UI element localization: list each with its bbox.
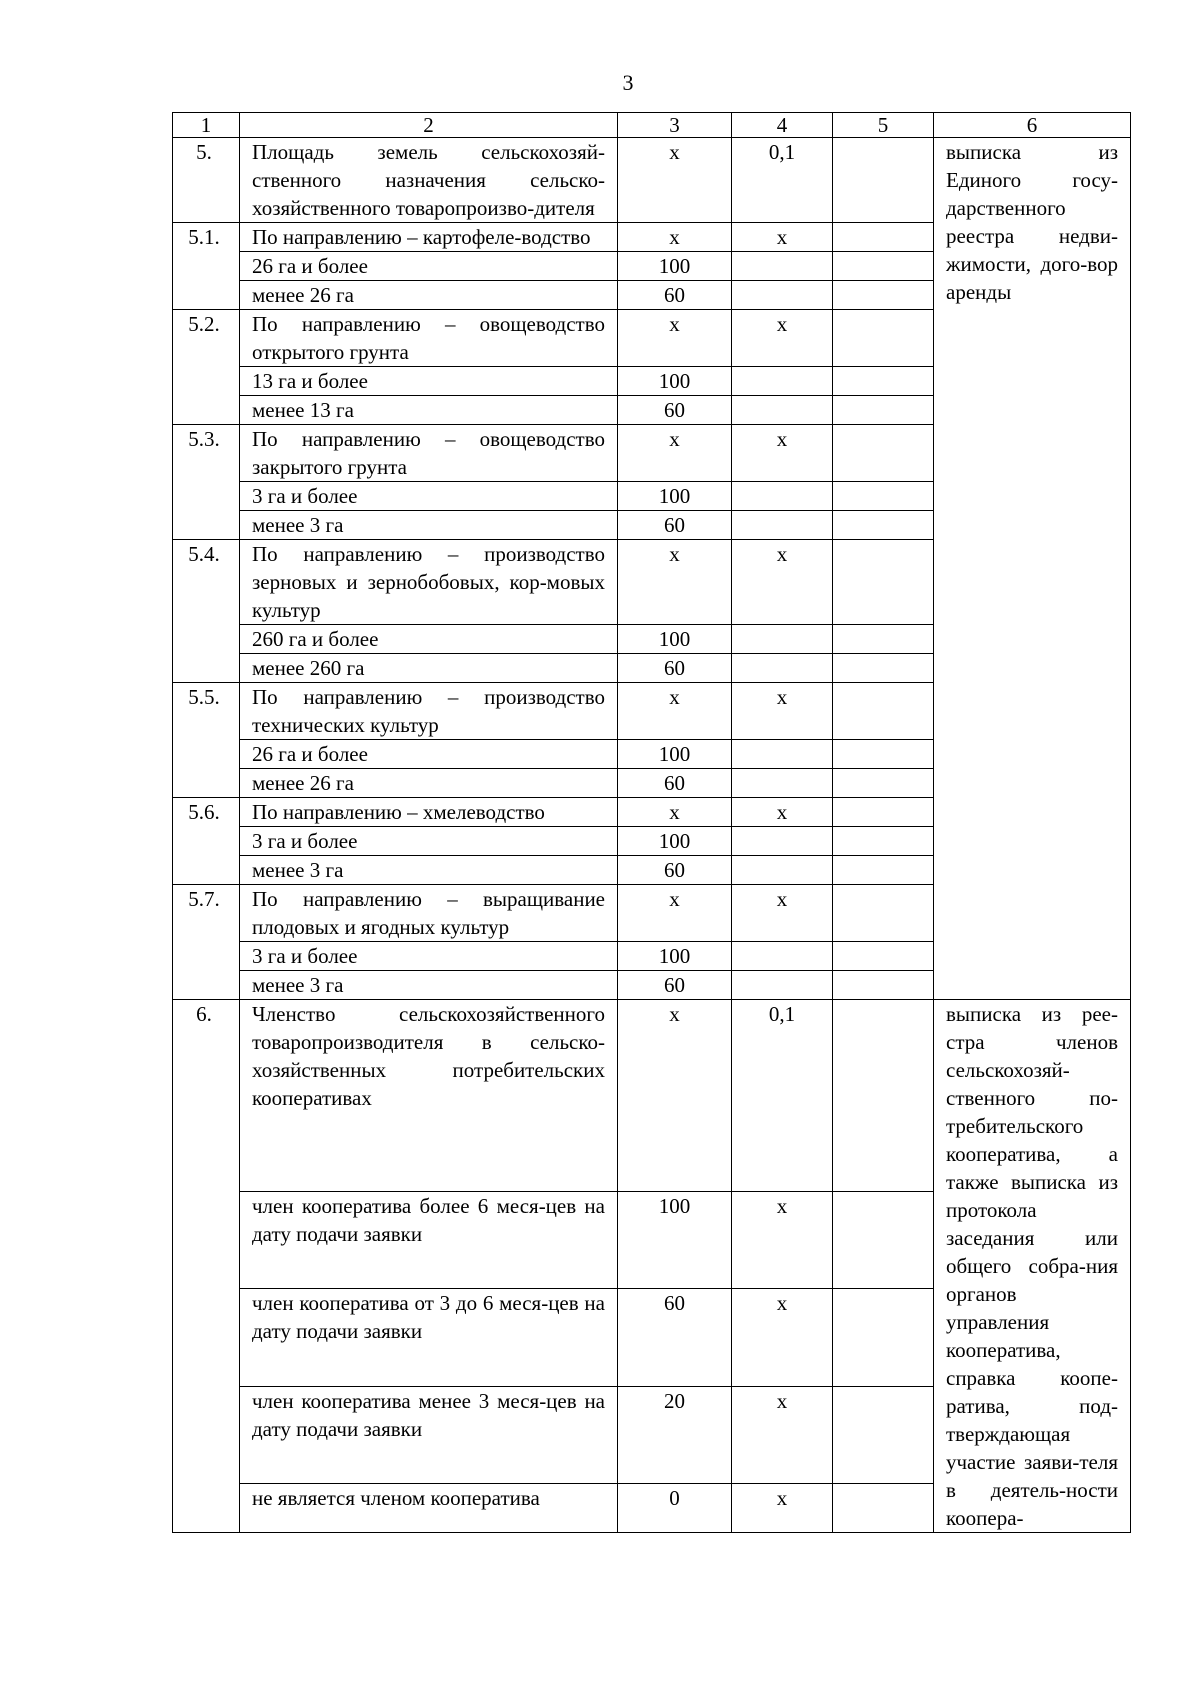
value-cell-4: [732, 740, 833, 769]
value-cell-4: х: [732, 885, 833, 942]
description-cell: По направлению – овощеводство закрытого грунта: [240, 425, 618, 482]
value-cell-4: [732, 971, 833, 1000]
value-cell-5: [833, 1386, 934, 1483]
value-cell-5: [833, 425, 934, 482]
description-cell: 3 га и более: [240, 942, 618, 971]
value-cell-3: 100: [618, 827, 732, 856]
value-cell-3: х: [618, 138, 732, 223]
value-cell-4: х: [732, 1483, 833, 1532]
source-cell-5: выписка из Единого госу-дарственного реестра недви-жимости, дого-вор аренды: [934, 138, 1131, 1000]
value-cell-3: 60: [618, 281, 732, 310]
value-cell-5: [833, 367, 934, 396]
value-cell-4: х: [732, 1386, 833, 1483]
description-cell: По направлению – выращивание плодовых и ягодных культур: [240, 885, 618, 942]
value-cell-3: 100: [618, 625, 732, 654]
value-cell-5: [833, 654, 934, 683]
value-cell-4: х: [732, 1289, 833, 1386]
description-cell: член кооператива более 6 меся-цев на дату подачи заявки: [240, 1192, 618, 1289]
value-cell-4: [732, 625, 833, 654]
value-cell-3: х: [618, 310, 732, 367]
value-cell-5: [833, 740, 934, 769]
value-cell-3: 60: [618, 856, 732, 885]
value-cell-4: х: [732, 683, 833, 740]
value-cell-3: х: [618, 1000, 732, 1192]
value-cell-5: [833, 1483, 934, 1532]
row-number-cell: 5.2.: [173, 310, 240, 425]
description-cell: менее 260 га: [240, 654, 618, 683]
description-cell: 260 га и более: [240, 625, 618, 654]
row-number-cell: 5.7.: [173, 885, 240, 1000]
value-cell-3: 100: [618, 942, 732, 971]
value-cell-4: 0,1: [732, 1000, 833, 1192]
value-cell-3: 60: [618, 396, 732, 425]
row-number-cell: 5.5.: [173, 683, 240, 798]
header-cell-5: 5: [833, 113, 934, 138]
description-cell: менее 13 га: [240, 396, 618, 425]
value-cell-4: [732, 654, 833, 683]
value-cell-3: х: [618, 223, 732, 252]
value-cell-4: [732, 827, 833, 856]
value-cell-4: [732, 942, 833, 971]
value-cell-5: [833, 683, 934, 740]
value-cell-5: [833, 540, 934, 625]
value-cell-3: 60: [618, 971, 732, 1000]
value-cell-3: х: [618, 425, 732, 482]
description-cell: менее 3 га: [240, 856, 618, 885]
value-cell-5: [833, 827, 934, 856]
row-number-cell: 5.3.: [173, 425, 240, 540]
value-cell-5: [833, 482, 934, 511]
value-cell-4: х: [732, 310, 833, 367]
description-cell: По направлению – картофеле-водство: [240, 223, 618, 252]
value-cell-4: х: [732, 540, 833, 625]
header-cell-6: 6: [934, 113, 1131, 138]
value-cell-5: [833, 1000, 934, 1192]
value-cell-4: [732, 367, 833, 396]
value-cell-5: [833, 856, 934, 885]
value-cell-3: 100: [618, 252, 732, 281]
description-cell: не является членом кооператива: [240, 1483, 618, 1532]
value-cell-3: 100: [618, 482, 732, 511]
table-row: [173, 1000, 1131, 1192]
description-cell: Членство сельскохозяйственного товаропроизводителя в сельско-хозяйственных потребительских кооперативах: [240, 1000, 618, 1192]
value-cell-4: х: [732, 798, 833, 827]
description-cell: 3 га и более: [240, 482, 618, 511]
row-number-cell: 5.6.: [173, 798, 240, 885]
value-cell-5: [833, 223, 934, 252]
description-cell: По направлению – производство технических культур: [240, 683, 618, 740]
description-cell: менее 3 га: [240, 971, 618, 1000]
value-cell-3: 60: [618, 769, 732, 798]
value-cell-3: х: [618, 885, 732, 942]
value-cell-5: [833, 511, 934, 540]
value-cell-3: 100: [618, 740, 732, 769]
row-number-cell: 6.: [173, 1000, 240, 1533]
value-cell-5: [833, 138, 934, 223]
value-cell-4: 0,1: [732, 138, 833, 223]
description-cell: 3 га и более: [240, 827, 618, 856]
value-cell-3: 0: [618, 1483, 732, 1532]
description-cell: 26 га и более: [240, 740, 618, 769]
table-row: [173, 138, 1131, 223]
value-cell-4: [732, 396, 833, 425]
description-cell: По направлению – овощеводство открытого грунта: [240, 310, 618, 367]
value-cell-5: [833, 1192, 934, 1289]
table-body: [173, 138, 1131, 1533]
value-cell-5: [833, 798, 934, 827]
description-cell: 13 га и более: [240, 367, 618, 396]
value-cell-3: 100: [618, 1192, 732, 1289]
header-cell-3: 3: [618, 113, 732, 138]
description-cell: член кооператива от 3 до 6 меся-цев на дату подачи заявки: [240, 1289, 618, 1386]
value-cell-5: [833, 310, 934, 367]
value-cell-3: х: [618, 683, 732, 740]
value-cell-5: [833, 769, 934, 798]
value-cell-5: [833, 885, 934, 942]
description-cell: По направлению – хмелеводство: [240, 798, 618, 827]
description-cell: По направлению – производство зерновых и зернобобовых, кор-мовых культур: [240, 540, 618, 625]
header-cell-1: 1: [173, 113, 240, 138]
value-cell-4: [732, 856, 833, 885]
value-cell-3: 60: [618, 511, 732, 540]
description-cell: менее 26 га: [240, 281, 618, 310]
table-header-row: [173, 113, 1131, 138]
header-cell-2: 2: [240, 113, 618, 138]
description-cell: член кооператива менее 3 меся-цев на дату подачи заявки: [240, 1386, 618, 1483]
description-cell: менее 3 га: [240, 511, 618, 540]
value-cell-4: х: [732, 223, 833, 252]
row-number-cell: 5.4.: [173, 540, 240, 683]
value-cell-4: [732, 252, 833, 281]
page-number: 3: [622, 70, 634, 95]
value-cell-5: [833, 1289, 934, 1386]
value-cell-4: [732, 769, 833, 798]
value-cell-4: [732, 281, 833, 310]
header-cell-4: 4: [732, 113, 833, 138]
value-cell-5: [833, 252, 934, 281]
value-cell-5: [833, 396, 934, 425]
data-table: [172, 112, 1131, 1533]
value-cell-5: [833, 281, 934, 310]
value-cell-5: [833, 971, 934, 1000]
description-cell: 26 га и более: [240, 252, 618, 281]
value-cell-3: 60: [618, 1289, 732, 1386]
row-number-cell: 5.: [173, 138, 240, 223]
source-cell-6: выписка из рее-стра членов сельскохозяй-ственного по-требительского кооператива, а также выписка из протокола заседания или общего собра-ния органов управления кооператива, справка коопе-ратива, под-тверждающая участие заяви-теля в деятель-ности коопера-: [934, 1000, 1131, 1533]
value-cell-3: 100: [618, 367, 732, 396]
row-number-cell: 5.1.: [173, 223, 240, 310]
value-cell-3: 20: [618, 1386, 732, 1483]
value-cell-4: [732, 482, 833, 511]
value-cell-5: [833, 625, 934, 654]
value-cell-3: х: [618, 798, 732, 827]
description-cell: менее 26 га: [240, 769, 618, 798]
value-cell-4: [732, 511, 833, 540]
value-cell-5: [833, 942, 934, 971]
value-cell-3: 60: [618, 654, 732, 683]
value-cell-4: х: [732, 425, 833, 482]
value-cell-3: х: [618, 540, 732, 625]
description-cell: Площадь земель сельскохозяй-ственного назначения сельско-хозяйственного товаропроизво-дителя: [240, 138, 618, 223]
value-cell-4: х: [732, 1192, 833, 1289]
